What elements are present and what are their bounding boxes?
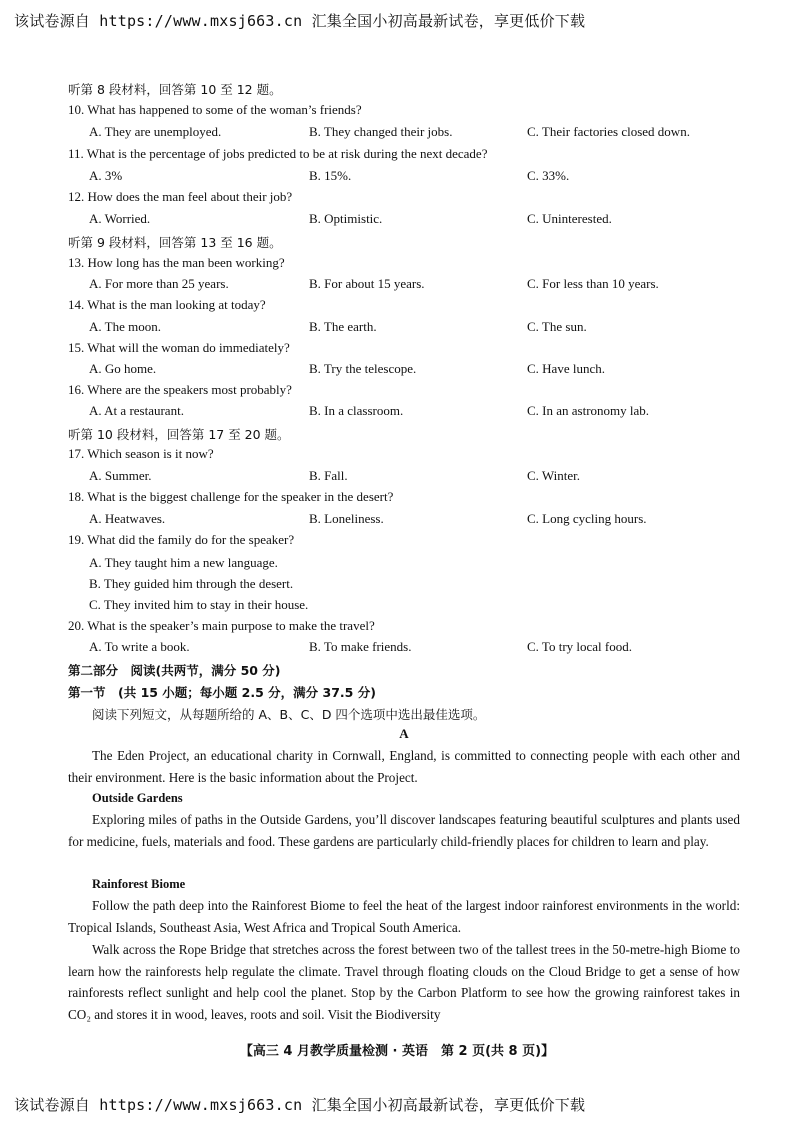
reading-instruction: 阅读下列短文，从每题所给的 A、B、C、D 四个选项中选出最佳选项。 — [92, 707, 486, 722]
option-a: A. Heatwaves. — [89, 511, 166, 526]
passage-intro: The Eden Project, an educational charity in Cornwall, England, is committed to connecting people with each other and their environment. Here is the basic information about the Project. — [68, 748, 740, 785]
option-a: A. They are unemployed. — [89, 124, 222, 139]
banner-url[interactable]: https://www.mxsj663.cn — [99, 12, 303, 30]
option-b: B. Optimistic. — [309, 211, 383, 226]
section-heading: 听第 8 段材料，回答第 10 至 12 题。 — [68, 82, 282, 97]
section1-title: 第一节 (共 15 小题；每小题 2.5 分，满分 37.5 分) — [68, 685, 376, 700]
option-a: A. The moon. — [89, 319, 161, 334]
subheading-rainforest-biome: Rainforest Biome — [92, 877, 186, 891]
option-c: C. In an astronomy lab. — [527, 403, 650, 418]
option-b: B. The earth. — [309, 319, 377, 334]
option-b: B. They guided him through the desert. — [89, 576, 294, 591]
banner-source-label: 该试卷源自 — [14, 1096, 91, 1114]
question-13: 13. How long has the man been working? — [68, 255, 285, 270]
option-a: A. For more than 25 years. — [89, 276, 229, 291]
option-a: A. At a restaurant. — [89, 403, 184, 418]
top-banner — [14, 10, 585, 31]
option-a: A. Go home. — [89, 361, 157, 376]
option-b: B. 15%. — [309, 168, 352, 183]
option-c: C. Long cycling hours. — [527, 511, 647, 526]
question-15: 15. What will the woman do immediately? — [68, 340, 290, 355]
option-c: C. Winter. — [527, 468, 581, 483]
question-10: 10. What has happened to some of the woman’s friends? — [68, 102, 362, 117]
option-c: C. Have lunch. — [527, 361, 605, 376]
option-b: B. To make friends. — [309, 639, 412, 654]
option-a: A. To write a book. — [89, 639, 190, 654]
question-14: 14. What is the man looking at today? — [68, 297, 266, 312]
subheading-outside-gardens: Outside Gardens — [92, 791, 183, 805]
option-c: C. 33%. — [527, 168, 570, 183]
section-heading: 听第 10 段材料，回答第 17 至 20 题。 — [68, 427, 290, 442]
option-c: C. For less than 10 years. — [527, 276, 659, 291]
option-b: B. Fall. — [309, 468, 348, 483]
question-18: 18. What is the biggest challenge for the speaker in the desert? — [68, 489, 394, 504]
banner-tagline: 汇集全国小初高最新试卷，享更低价下载 — [311, 1096, 586, 1114]
option-c: C. The sun. — [527, 319, 587, 334]
option-b: B. Try the telescope. — [309, 361, 417, 376]
paragraph-outside-gardens: Exploring miles of paths in the Outside Gardens, you’ll discover landscapes featuring beautiful sculptures and plants used for medicine, fuels, materials and food. These gardens are particularly child-friendly places for children to learn and play. — [68, 812, 740, 849]
paragraph-rope-bridge: Walk across the Rope Bridge that stretches across the forest between two of the tallest trees in the 50-metre-high Biome to learn how the rainforests help regulate the climate. Travel through floating clouds on the Cloud Bridge to get a sense of how rainforests reflect sunlight and help cool the planet. Stop by the Carbon Platform to see how the growing rainforest takes in CO₂ and stores it in wood, leaves, roots and soil. Visit the Biodiversity — [68, 942, 740, 1022]
option-c: C. They invited him to stay in their house. — [89, 597, 309, 612]
option-a: A. Worried. — [89, 211, 151, 226]
paragraph-rainforest-biome: Follow the path deep into the Rainforest Biome to feel the heat of the largest indoor rainforest environments in the world: Tropical Islands, Southeast Asia, West Africa and Tropical South America. — [68, 898, 740, 935]
option-a: A. 3% — [89, 168, 123, 183]
option-a: A. Summer. — [89, 468, 152, 483]
option-c: C. Uninterested. — [527, 211, 612, 226]
question-12: 12. How does the man feel about their job? — [68, 189, 293, 204]
banner-tagline: 汇集全国小初高最新试卷，享更低价下载 — [311, 12, 586, 30]
option-b: B. In a classroom. — [309, 403, 404, 418]
question-20: 20. What is the speaker’s main purpose to make the travel? — [68, 618, 375, 633]
option-b: B. They changed their jobs. — [309, 124, 453, 139]
part2-title: 第二部分 阅读(共两节，满分 50 分) — [68, 663, 281, 678]
page-footer: 【高三 4 月教学质量检测 · 英语 第 2 页(共 8 页)】 — [239, 1044, 555, 1059]
question-19: 19. What did the family do for the speaker? — [68, 532, 295, 547]
banner-source-label: 该试卷源自 — [14, 12, 91, 30]
banner-url[interactable]: https://www.mxsj663.cn — [99, 1096, 303, 1114]
option-c: C. Their factories closed down. — [527, 124, 690, 139]
section-heading: 听第 9 段材料，回答第 13 至 16 题。 — [68, 235, 282, 250]
option-c: C. To try local food. — [527, 639, 633, 654]
question-11: 11. What is the percentage of jobs predicted to be at risk during the next decade? — [68, 146, 488, 161]
question-16: 16. Where are the speakers most probably? — [68, 382, 292, 397]
option-b: B. Loneliness. — [309, 511, 384, 526]
option-a: A. They taught him a new language. — [89, 555, 278, 570]
bottom-banner — [14, 1094, 585, 1115]
question-17: 17. Which season is it now? — [68, 446, 214, 461]
option-b: B. For about 15 years. — [309, 276, 425, 291]
passage-letter: A — [399, 726, 409, 741]
